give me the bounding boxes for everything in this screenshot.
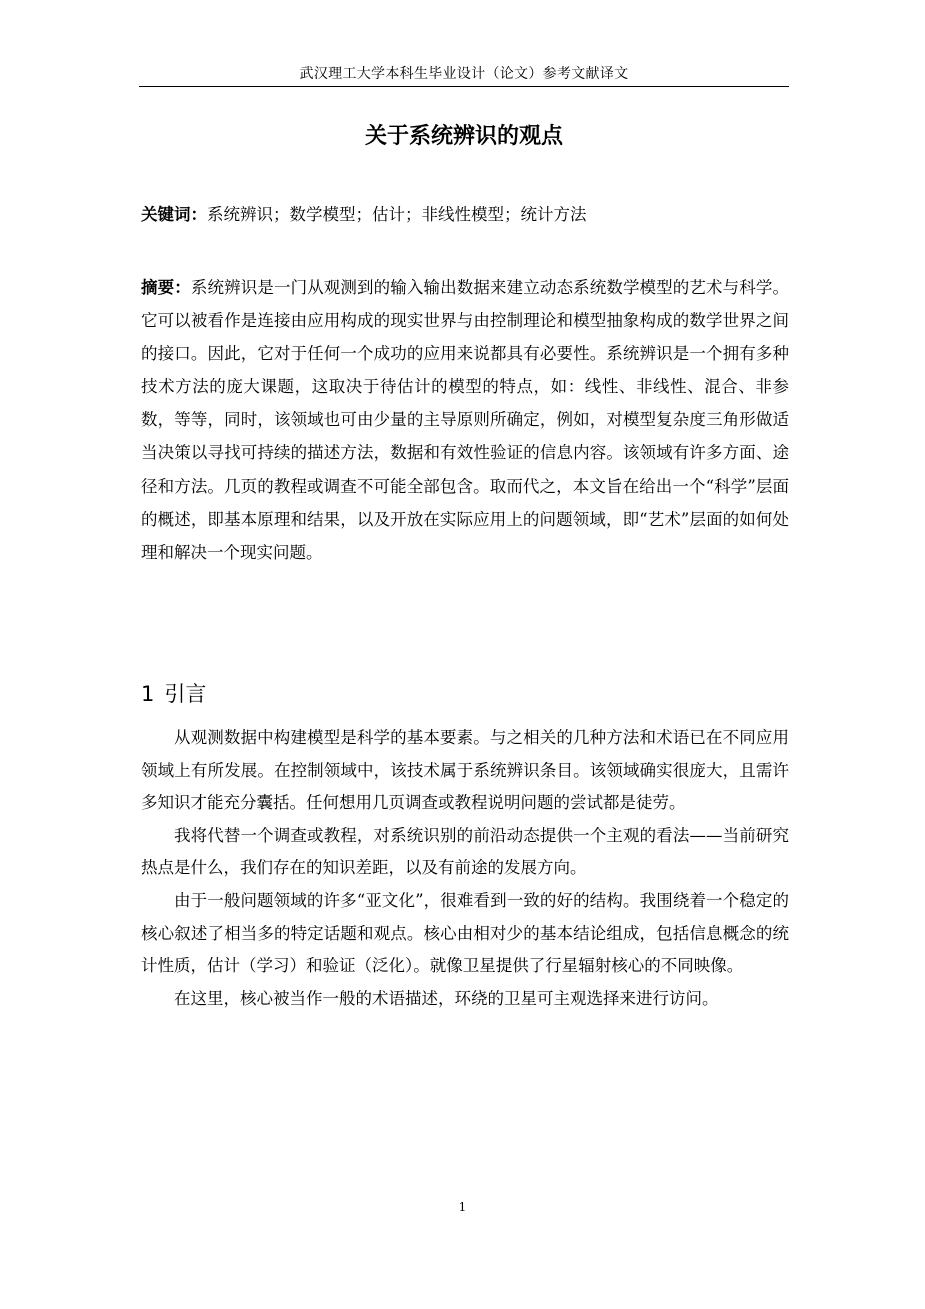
body-paragraph: 我将代替一个调查或教程，对系统识别的前沿动态提供一个主观的看法——当前研究热点是什么，我们存在的知识差距，以及有前途的发展方向。 — [141, 825, 789, 878]
section-number: 1 — [141, 682, 155, 706]
keywords-label: 关键词： — [141, 205, 207, 224]
section-title: 引言 — [164, 682, 207, 706]
keywords-text: 系统辨识；数学模型；估计；非线性模型；统计方法 — [207, 205, 587, 224]
section-body — [141, 722, 789, 1015]
body-paragraph: 由于一般问题领域的许多“亚文化”，很难看到一致的好的结构。我围绕着一个稳定的核心叙述了相当多的特定话题和观点。核心由相对少的基本结论组成，包括信息概念的统计性质，估计（学习）和验证（泛化）。就像卫星提供了行星辐射核心的不同映像。 — [141, 890, 789, 976]
body-paragraph: 从观测数据中构建模型是科学的基本要素。与之相关的几种方法和术语已在不同应用领域上有所发展。在控制领域中，该技术属于系统辨识条目。该领域确实很庞大，且需许多知识才能充分囊括。任何想用几页调查或教程说明问题的尝试都是徒劳。 — [141, 728, 789, 813]
abstract-label: 摘要： — [141, 278, 191, 297]
header-divider — [139, 86, 789, 87]
abstract-paragraph — [141, 271, 789, 569]
running-header: 武汉理工大学本科生毕业设计（论文）参考文献译文 — [299, 66, 629, 82]
section-heading — [141, 677, 206, 711]
body-paragraph: 在这里，核心被当作一般的术语描述，环绕的卫星可主观选择来进行访问。 — [174, 988, 719, 1008]
keywords-line — [141, 200, 791, 230]
abstract-text: 系统辨识是一门从观测到的输入输出数据来建立动态系统数学模型的艺术与科学。它可以被看作是连接由应用构成的现实世界与由控制理论和模型抽象构成的数学世界之间的接口。因此，它对于任何一个成功的应用来说都具有必要性。系统辨识是一个拥有多种技术方法的庞大课题，这取决于待估计的模型的特点，如：线性、非线性、混合、非参数，等等，同时，该领域也可由少量的主导原则所确定，例如，对模型复杂度三角形做适当决策以寻找可持续的描述方法，数据和有效性验证的信息内容。该领域有许多方面、途径和方法。几页的教程或调查不可能全部包含。取而代之，本文旨在给出一个“科学”层面的概述，即基本原理和结果，以及开放在实际应用上的问题领域，即“艺术”层面的如何处理和解决一个现实问题。 — [141, 278, 790, 562]
document-title: 关于系统辨识的观点 — [364, 124, 563, 149]
page-number: 1 — [458, 1200, 467, 1214]
